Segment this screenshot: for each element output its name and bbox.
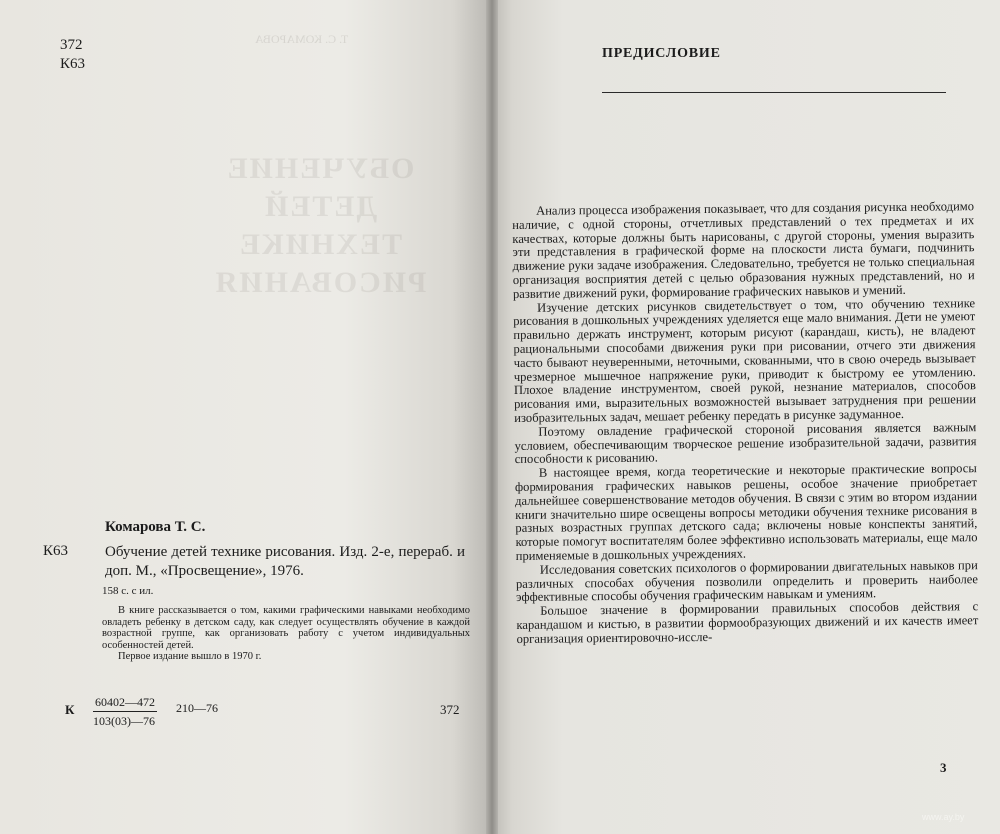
preface-heading: ПРЕДИСЛОВИЕ: [602, 46, 721, 61]
paragraph: Большое значение в формировании правильных способов действия с карандашом и кистью, в развитии формообразующих движений и их качеств имеет организация ориентировочно-иссле-: [516, 599, 979, 646]
paragraph: Поэтому овладение графической стороной рисования является важным условием, обеспечивающим творческое решение изобразительной задачи, развития способности к рисованию.: [514, 419, 977, 467]
fraction-letter: К: [65, 702, 75, 717]
show-through-title: ОБУЧЕНИЕ ДЕТЕЙ ТЕХНИКЕ РИСОВАНИЯ: [213, 152, 427, 299]
udc-code: 372: [60, 37, 83, 53]
fraction-denominator: 103(03)—76: [93, 714, 155, 728]
heading-rule: [602, 92, 946, 93]
first-edition-note: Первое издание вышло в 1970 г.: [118, 651, 262, 662]
author-sign: К63: [60, 56, 86, 72]
paragraph: В настоящее время, когда теоретические и некоторые практические вопросы формирования графических навыков решены, особое значение приобретает дальнейшее совершенствование методов обучения. В связи с этим во втором издании книги значительно шире освещены вопросы методики обучения технике рисования в разных возрастных группах детского сада; включены новые конспекты занятий, которые помогут воспитателям более эффективно использовать материалы, еще мало применяемые в дошкольных учреждениях.: [514, 461, 978, 563]
left-page: [0, 0, 492, 834]
paragraph: Исследования советских психологов о формировании двигательных навыков при различных способах обучения позволили определить и проверить наиболее эффективные способы обучения графическим навыкам и умениям.: [515, 557, 979, 605]
paragraph: Анализ процесса изображения показывает, что для создания рисунка необходимо наличие, с одной стороны, отчетливых представлений о тех предметах и их качествах, которые должны быть нарисованы, с другой стороны, умения выразить эти представления в графической форме на плоскости листа бумаги, подчинить движение руки задаче изображения. Следовательно, требуется не только специальная организация восприятия детей с целью образования нужных представлений, но и развитие движений руки, формирование графических навыков и умений.: [512, 199, 975, 301]
right-page: [492, 0, 1000, 834]
page-number: 3: [940, 760, 947, 775]
paragraph: Изучение детских рисунков свидетельствует о том, что обучению технике рисования в дошкольных учреждениях уделяется еще мало внимания. Дети не умеют правильно держать инструмент, которым рисуют (карандаш, кисть), не владеют рациональными способами движения руки при рисовании, отчего эти движения часто бывают неуверенными, неточными, скованными, что в свою очередь вызывает чрезмерное мышечное напряжение руки, приводит к быстрому ее утомлению. Плохое владение инструментом, своей рукой, незнание материалов, способов рисования ими, выразительных возможностей вызывает затруднения при решении изобразительных задач, мешает ребенку передать в рисунке задуманное.: [513, 295, 977, 425]
book-gutter: [486, 0, 498, 834]
fraction-numerator: 60402—472: [93, 693, 157, 712]
bibliographic-description: Обучение детей технике рисования. Изд. 2-е, перераб. и доп. М., «Просвещение», 1976.: [105, 544, 465, 579]
bottom-number: 372: [440, 702, 460, 717]
show-through-text-top: Т. С. КОМАРОВА: [255, 32, 349, 46]
price-code: 210—76: [176, 701, 218, 715]
annotation: [102, 605, 470, 663]
catalog-code: К63: [43, 543, 69, 559]
watermark: www.ay.by: [922, 812, 965, 822]
annotation-text: В книге рассказывается о том, какими графическими навыками необходимо овладеть ребенку в детском саду, как следует осуществлять обучение в каждой возрастной группе, как организовать работу с учетом индивидуальных особенностей детей.: [102, 605, 470, 651]
preface-body: [512, 200, 979, 646]
classification-codes: [60, 36, 85, 74]
author-name: Комарова Т. С.: [105, 519, 206, 535]
catalog-fraction: [93, 693, 157, 730]
page-count: 158 с. с ил.: [102, 585, 154, 597]
